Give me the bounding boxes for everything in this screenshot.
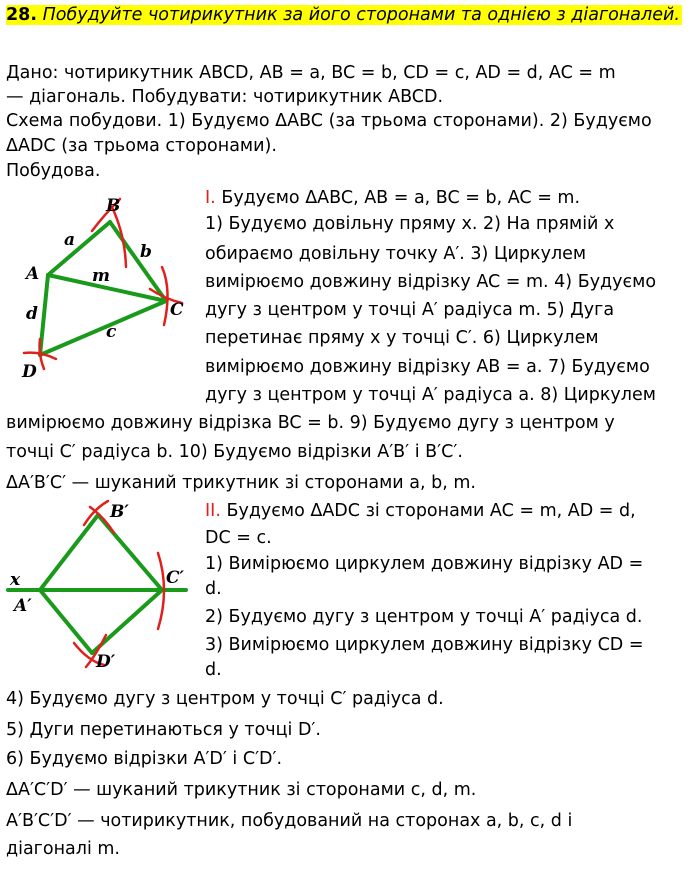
task-title: [6, 3, 688, 28]
label-c-prime: C′: [166, 568, 185, 588]
part1-line-4: дугу з центром у точці A′ радіуса m. 5) Дуга: [205, 300, 615, 320]
segment-a-b: [40, 515, 98, 590]
construction-label: Побудова.: [6, 161, 101, 181]
part2-full-line-5: A′B′C′D′ — чотирикутник, побудований на сторонах a, b, c, d і: [6, 811, 573, 831]
part2-line-3: d.: [205, 579, 222, 599]
part2-full-line-3: 6) Будуємо відрізки A′D′ і C′D′.: [6, 749, 283, 769]
scheme-line-2: ΔADC (за трьома сторонами).: [6, 136, 277, 156]
label-side-c: c: [106, 322, 117, 342]
part2-full-line-6: діагоналі m.: [6, 839, 120, 859]
part2-full-line-4: ΔA′C′D′ — шуканий трикутник зі сторонами c, d, m.: [6, 780, 477, 800]
part1-line-6: вимірюємо довжину відрізку AB = a. 7) Будуємо: [205, 357, 650, 377]
figure-construction-x: [0, 495, 200, 685]
part2-line-1: DC = c.: [205, 528, 272, 548]
label-a: A: [26, 264, 40, 284]
segment-b-c: [98, 515, 162, 590]
label-d: D: [22, 362, 37, 382]
part2-roman: II.: [205, 501, 221, 521]
part2-line-6: d.: [205, 660, 222, 680]
given-line-1: Дано: чотирикутник ABCD, AB = a, BC = b, CD = c, AD = d, AC = m: [6, 63, 616, 83]
part1-full-line-1: вимірюємо довжину відрізка BC = b. 9) Будуємо дугу з центром у: [6, 413, 615, 433]
part1-line-2: обираємо довільну точку A′. 3) Циркулем: [205, 244, 587, 264]
figure-quadrilateral-abcd: [0, 185, 200, 385]
part2-line-4: 2) Будуємо дугу з центром у точці A′ радіуса d.: [205, 607, 643, 627]
label-b: B: [106, 196, 121, 216]
part2-line-5: 3) Вимірюємо циркулем довжину відрізку CD =: [205, 635, 644, 655]
part2-full-line-2: 5) Дуги перетинаються у точці D′.: [6, 720, 321, 740]
part1-line-7: дугу з центром у точці A′ радіуса a. 8) Циркулем: [205, 385, 656, 405]
part1-heading-text: Будуємо ΔABC, AB = a, BC = b, AC = m.: [221, 188, 581, 208]
scheme-line-1: Схема побудови. 1) Будуємо ΔABC (за трьома сторонами). 2) Будуємо: [6, 111, 652, 131]
part2-full-line-1: 4) Будуємо дугу з центром у точці C′ радіуса d.: [6, 689, 444, 709]
part2-line-2: 1) Вимірюємо циркулем довжину відрізку AD =: [205, 554, 644, 574]
part1-line-3: вимірюємо довжину відрізку AC = m. 4) Будуємо: [205, 272, 657, 292]
label-diagonal-m: m: [92, 266, 110, 286]
label-b-prime: B′: [110, 502, 129, 522]
part1-line-1: 1) Будуємо довільну пряму x. 2) На прямій x: [205, 214, 615, 234]
label-side-d: d: [26, 304, 38, 324]
segment-ad: [40, 275, 48, 355]
task-title-text: Побудуйте чотирикутник за його сторонами та однією з діагоналей.: [42, 5, 680, 25]
part1-full-line-2: точці C′ радіуса b. 10) Будуємо відрізки A′B′ і B′C′.: [6, 442, 463, 462]
label-d-prime: D′: [96, 652, 116, 672]
part1-heading: [205, 187, 580, 209]
part2-heading: [205, 500, 636, 522]
task-number: 28.: [6, 5, 38, 25]
part1-roman: I.: [205, 188, 216, 208]
label-side-b: b: [140, 242, 152, 262]
label-a-prime: A′: [14, 596, 32, 616]
part1-full-line-3: ΔA′B′C′ — шуканий трикутник зі сторонами a, b, m.: [6, 473, 476, 493]
segment-a-d: [40, 590, 92, 653]
segment-dc: [40, 301, 166, 355]
given-line-2: — діагональ. Побудувати: чотирикутник ABCD.: [6, 87, 444, 107]
label-c: C: [170, 300, 184, 320]
label-side-a: a: [64, 230, 76, 250]
part2-heading-text: Будуємо ΔADC зі сторонами AC = m, AD = d,: [226, 501, 636, 521]
label-x: x: [10, 570, 21, 590]
part1-line-5: перетинає пряму x у точці C′. 6) Циркулем: [205, 328, 599, 348]
